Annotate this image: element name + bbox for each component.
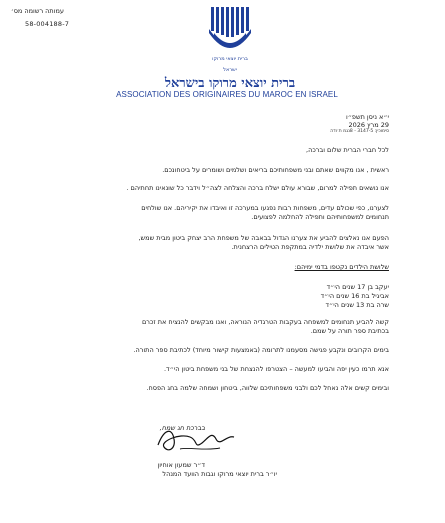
paragraph-4-line-1: הפעם אנו נאלצים להביע את צערנו הגדול בבאבה של משפחת הרב יצחק ביטון מבית שמש, bbox=[138, 234, 389, 242]
logo-sublabel: ישראל bbox=[223, 67, 237, 73]
child-1: יעקב בן 17 שנים הי״ד bbox=[326, 283, 389, 291]
handwritten-signature bbox=[150, 423, 245, 457]
association-logo bbox=[205, 7, 255, 59]
signer-name: ד״ר שמעון אוחיון bbox=[157, 461, 205, 469]
paragraph-4-line-2: אשר איבדה את שלושת ילדיה במתקפת הטילים הרצחנית. bbox=[231, 243, 389, 251]
closing: בברכת חג שמח, bbox=[159, 424, 205, 432]
paragraph-8: ובימים קשים אלה נאחל לכם ולבני משפחותיכם שלווה, ביטחון ושמחה שלמה בחג הפסח. bbox=[146, 384, 389, 392]
child-2: אביגיל בת 16 שנים הי״ד bbox=[320, 292, 389, 300]
paragraph-3-line-2: תנחומים למשפחותיהם ותפילה להחלמה לפצועים. bbox=[251, 213, 389, 221]
reference-number: סימוכין: 3147-5 - 8נגמ ת׳ודה bbox=[330, 129, 389, 134]
paragraph-1: ראשית , אנו מקווים שאתם ובני משפחותיכם בריאים ושלמים ושומרים על ביטחונכם. bbox=[162, 166, 389, 174]
menorah-logo-icon bbox=[205, 7, 255, 59]
date-hebrew: י״א ניסן תשפ״ו bbox=[345, 113, 389, 121]
date-gregorian: 29 מרץ 2026 bbox=[348, 121, 389, 129]
registration-label: עמותה רשומה מס׳ bbox=[11, 7, 64, 15]
paragraph-7: אנא תרמו כעין יפה והביעו למעשה – הצטרפו להנצחת של בני משפחת ביטון הי״ד. bbox=[163, 365, 389, 373]
paragraph-2: אנו נושאים תפילה למרום, שבורא עולם ישלח ברכה והצלחה לצה״ל וידבר כל שונאינו תחתיהם . bbox=[126, 184, 389, 192]
paragraph-3-line-1: לצערנו, כפי שכולם עדים, משפחות רבות נפגעו במערכה זו ואיבדו את יקיריהם. אנו שולחים bbox=[141, 204, 389, 212]
salutation: לכל חברי הברית שלום וברכה, bbox=[306, 146, 389, 154]
paragraph-5-line-1: קשה להביע תנחומים למשפחה בעקבות הטרגדיה הנוראה, ואנו מבקשים להנציח את זכרם bbox=[141, 318, 389, 326]
paragraph-6: בימים הקרובים ונקבע פגישה מסעמנו לתרומה (באמצעות קישור מיוחד) לכתיבת ספר התורה. bbox=[133, 346, 389, 354]
signer-title: יו״ר ברית יוצאי מרוקו וגבות הוועד המנהל bbox=[162, 470, 277, 478]
signature-icon bbox=[150, 423, 245, 457]
org-name-french: ASSOCIATION DES ORIGINAIRES DU MAROC EN ISRAEL bbox=[116, 90, 338, 99]
child-3: שרה בת 13 שנים הי״ד bbox=[325, 301, 389, 309]
logo-caption: ברית יוצאי מרוקו bbox=[212, 56, 248, 62]
paragraph-5-line-2: בכתיבת ספר תורה על שמם. bbox=[310, 327, 389, 335]
children-title: שלושת הילדים נקטפו בדמי ימיהם: bbox=[294, 263, 389, 271]
org-name-hebrew: ברית יוצאי מרוקו בישראל bbox=[164, 76, 296, 91]
registration-number: 58-004188-7 bbox=[25, 20, 70, 28]
